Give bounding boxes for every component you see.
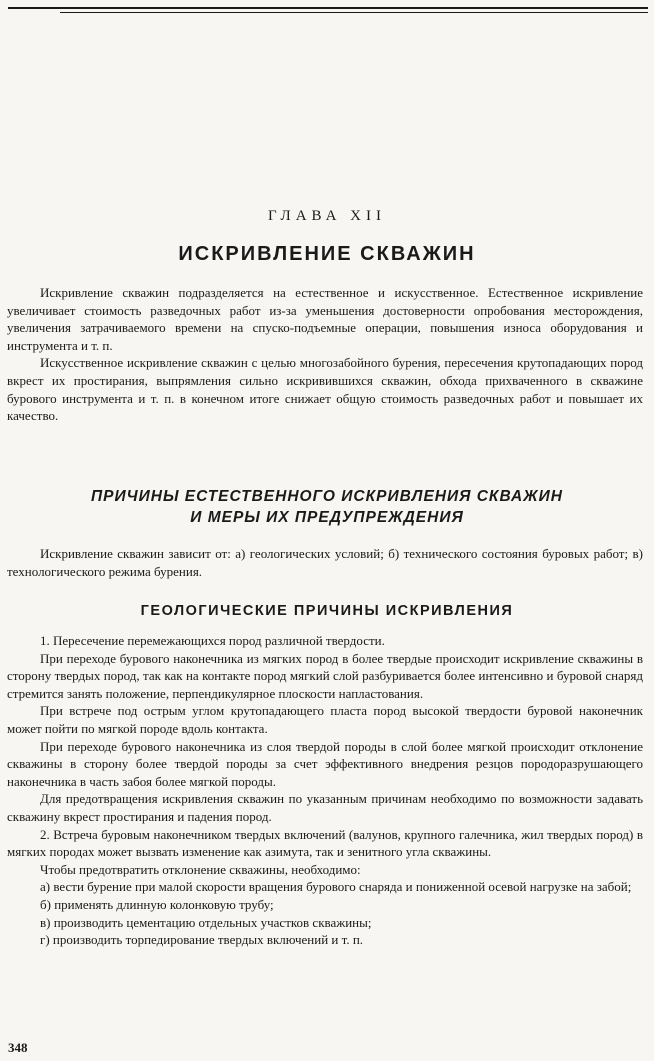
intro-section: [7, 284, 643, 425]
header-rule-thin: [60, 12, 648, 13]
header-rule-thick: [8, 7, 648, 9]
measure-item: б) применять длинную колонковую трубу;: [40, 896, 274, 912]
measure-item: в) производить цементацию отдельных участков скважины;: [40, 914, 372, 930]
geo-section: [7, 632, 643, 949]
section-heading-line: И МЕРЫ ИХ ПРЕДУПРЕЖДЕНИЯ: [190, 509, 464, 526]
section-paragraph: Искривление скважин зависит от: а) геологических условий; б) технического состояния буровых работ; в) технологического режима бурения.: [7, 546, 643, 579]
subsection-heading: ГЕОЛОГИЧЕСКИЕ ПРИЧИНЫ ИСКРИВЛЕНИЯ: [140, 603, 514, 619]
intro-paragraph: Искривление скважин подразделяется на естественное и искусственное. Естественное искривление увеличивает стоимость разведочных работ из-за уменьшения достоверности опробования месторождения, увеличения затрачиваемого времени на спуско-подъемные операции, повышения износа оборудования и инструмента и т. п.: [7, 285, 643, 353]
section-intro: [7, 545, 643, 580]
section-heading-line: ПРИЧИНЫ ЕСТЕСТВЕННОГО ИСКРИВЛЕНИЯ СКВАЖИН: [91, 488, 563, 505]
geo-paragraph: 1. Пересечение перемежающихся пород различной твердости.: [40, 633, 385, 648]
geo-paragraph: При встрече под острым углом крутопадающего пласта пород высокой твердости буровой наконечник может пойти по мягкой породе вдоль контакта.: [7, 703, 643, 736]
page-number: 348: [8, 1040, 28, 1055]
section-heading: [0, 486, 654, 528]
intro-paragraph: Искусственное искривление скважин с целью многозабойного бурения, пересечения крутопадающих пород вкрест их простирания, выпрямления сильно искривившихся скважин, обхода прихваченного в скважине бурового инструмента и т. п. в конечном итоге снижает общую стоимость разведочных работ и повышает их качество.: [7, 355, 643, 424]
chapter-label: ГЛАВА XII: [267, 208, 386, 224]
geo-paragraph: Чтобы предотвратить отклонение скважины, необходимо:: [40, 861, 361, 877]
geo-paragraph: 2. Встреча буровым наконечником твердых включений (валунов, крупного галечника, жил твердых пород) в мягких породах может вызвать изменение как азимута, так и зенитного угла скважины.: [7, 826, 643, 860]
measure-item: а) вести бурение при малой скорости вращения бурового снаряда и пониженной осевой нагрузке на забой;: [40, 879, 632, 895]
geo-paragraph: При переходе бурового наконечника из мягких пород в более твердые происходит искривление скважины в сторону твердых пород, так как на контакте пород мягкий слой разбуривается более интенсивно и буровой снаряд стремится занять положение, перпендикулярное плоскости напластования.: [7, 650, 643, 701]
geo-paragraph: Для предотвращения искривления скважин по указанным причинам необходимо по возможности задавать скважину вкрест простирания и падения пород.: [7, 791, 643, 824]
geo-paragraph: При переходе бурового наконечника из слоя твердой породы в слой более мягкой происходит отклонение скважины в сторону более твердой породы за счет эффективного внедрения резцов породоразрушающего наконечника в часть забоя более мягкой породы.: [7, 738, 643, 789]
measure-item: г) производить торпедирование твердых включений и т. п.: [40, 932, 364, 948]
chapter-title: ИСКРИВЛЕНИЕ СКВАЖИН: [178, 243, 476, 265]
